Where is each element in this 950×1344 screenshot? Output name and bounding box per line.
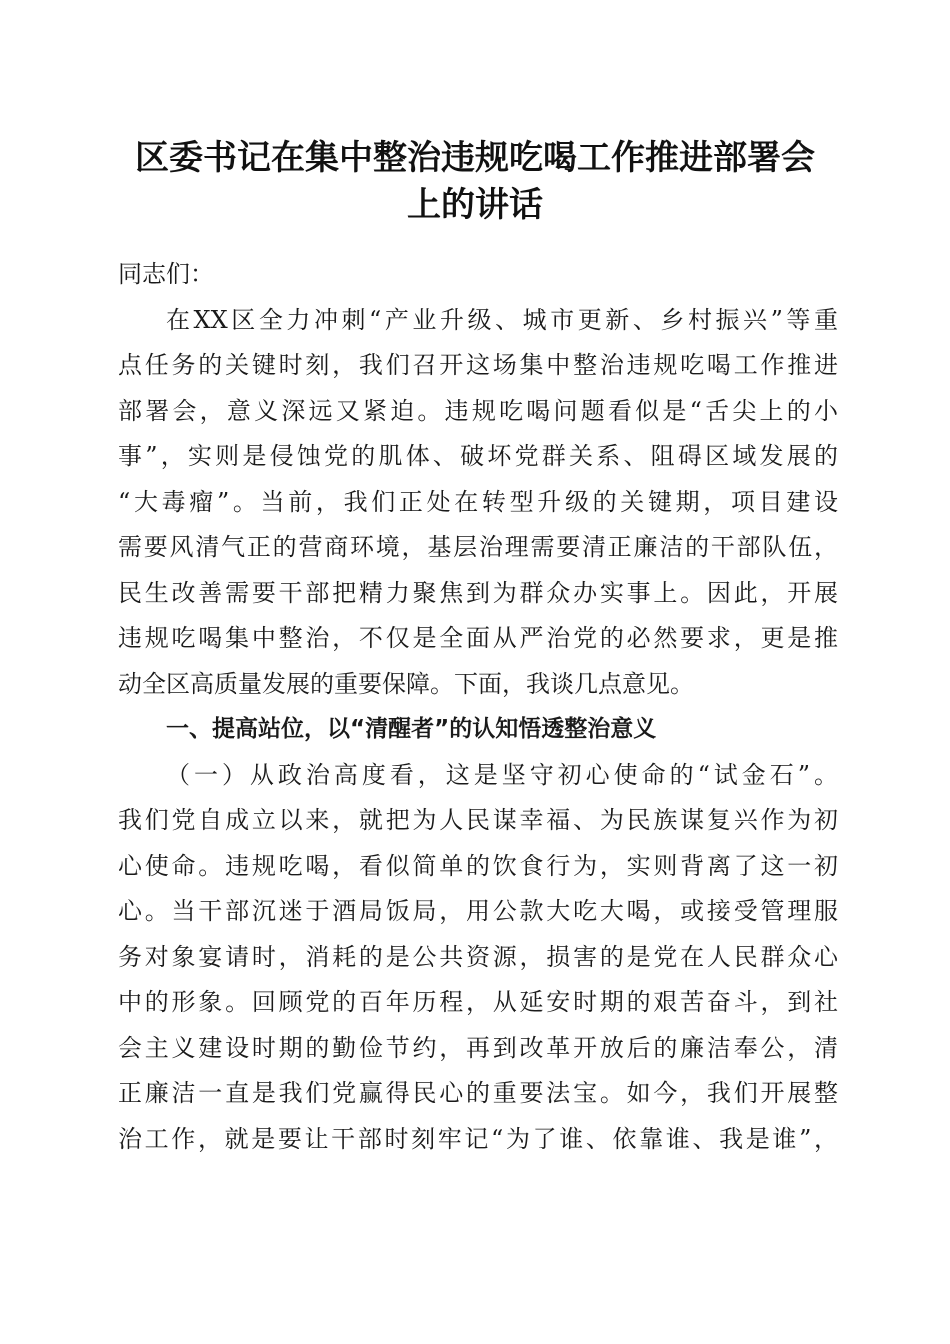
salutation: 同志们： (118, 260, 214, 288)
paragraph-line: 心。当干部沉迷于酒局饭局，用公款大吃大喝，或接受管理服 (118, 897, 838, 925)
document-body (118, 252, 838, 1162)
paragraph-line: 务对象宴请时，消耗的是公共资源，损害的是党在人民群众心 (118, 942, 838, 971)
paragraph-line: 会主义建设时期的勤俭节约，再到改革开放后的廉洁奉公，清 (118, 1033, 838, 1062)
title-line: 区委书记在集中整治违规吃喝工作推进部署会 (135, 138, 815, 178)
paragraph-line: 在XX区全力冲刺“产业升级、城市更新、乡村振兴”等重 (166, 305, 838, 334)
paragraph-line: 治工作，就是要让干部时刻牢记“为了谁、依靠谁、我是谁”， (118, 1124, 838, 1153)
paragraph-line: 我们党自成立以来，就把为人民谋幸福、为民族谋复兴作为初 (118, 806, 838, 834)
paragraph-line: 违规吃喝集中整治，不仅是全面从严治党的必然要求，更是推 (118, 624, 838, 652)
paragraph-line: 部署会，意义深远又紧迫。违规吃喝问题看似是“舌尖上的小 (118, 396, 838, 425)
paragraph-line: 事”，实则是侵蚀党的肌体、破坏党群关系、阻碍区域发展的 (118, 442, 838, 470)
document-title (100, 135, 850, 229)
paragraph-line: 正廉洁一直是我们党赢得民心的重要法宝。如今，我们开展整 (118, 1079, 838, 1107)
paragraph-line: 心使命。违规吃喝，看似简单的饮食行为，实则背离了这一初 (118, 851, 838, 880)
paragraph-line: “大毒瘤”。当前，我们正处在转型升级的关键期，项目建设 (118, 487, 838, 516)
paragraph-line: 需要风清气正的营商环境，基层治理需要清正廉洁的干部队伍， (118, 533, 838, 561)
paragraph-line: 点任务的关键时刻，我们召开这场集中整治违规吃喝工作推进 (118, 351, 838, 379)
paragraph-line: 动全区高质量发展的重要保障。下面，我谈几点意见。 (118, 669, 694, 698)
paragraph-line: 民生改善需要干部把精力聚焦到为群众办实事上。因此，开展 (118, 578, 838, 607)
paragraph-line: （一）从政治高度看，这是坚守初心使命的“试金石”。 (166, 760, 838, 789)
title-line: 上的讲话 (407, 185, 543, 225)
paragraph-line: 中的形象。回顾党的百年历程，从延安时期的艰苦奋斗，到社 (118, 988, 838, 1016)
section-heading: 一、提高站位，以“清醒者”的认知悟透整治意义 (166, 716, 657, 742)
